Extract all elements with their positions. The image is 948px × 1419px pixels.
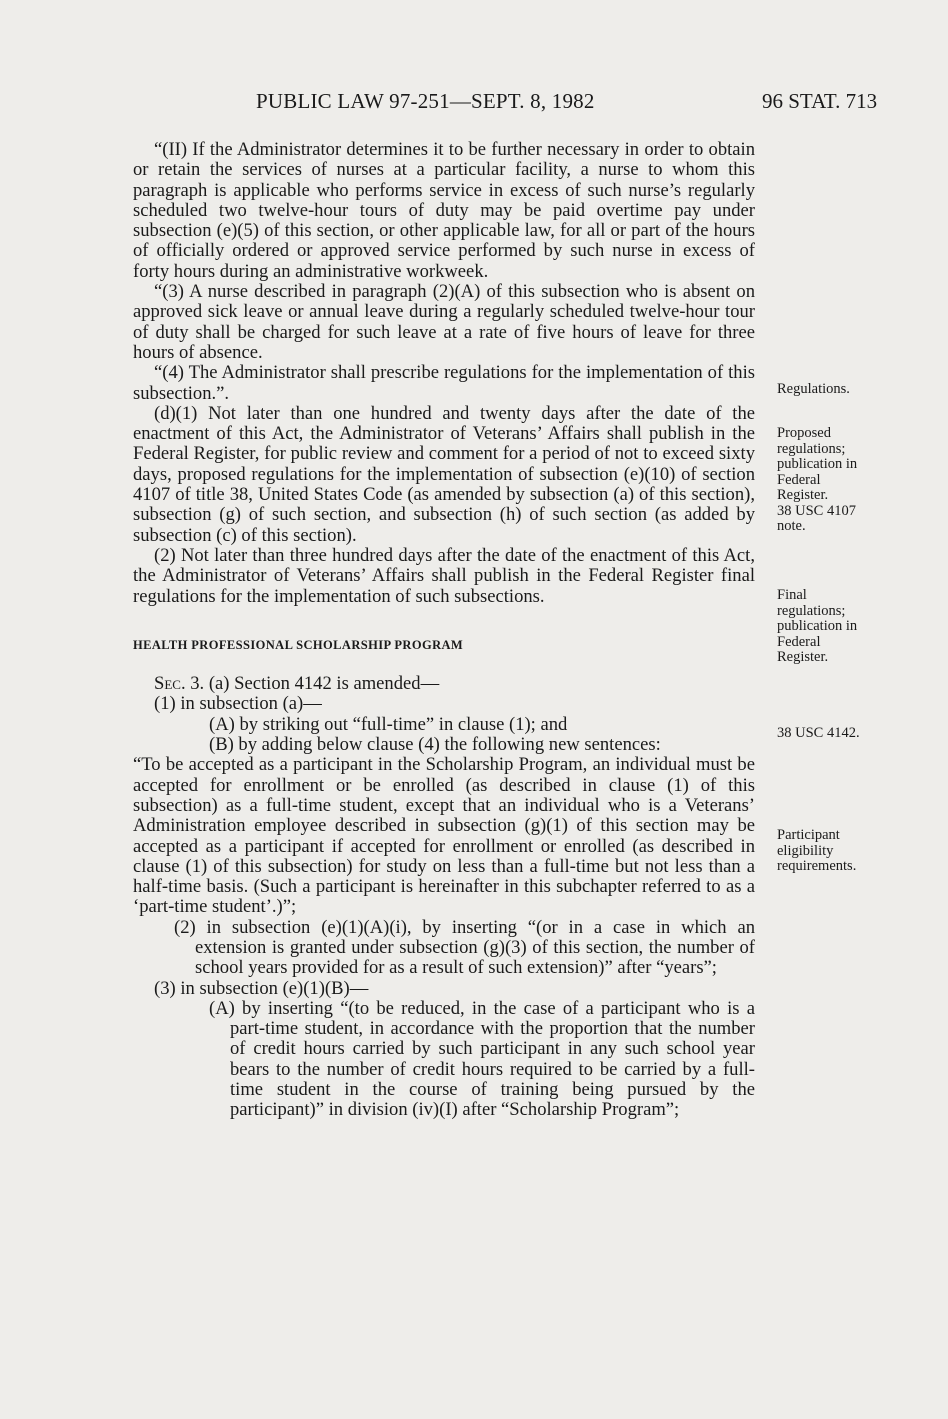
- paragraph-4: “(4) The Administrator shall prescribe regulations for the implementation of this subsection.”.: [133, 362, 755, 404]
- page-header-title: PUBLIC LAW 97-251—SEPT. 8, 1982: [256, 89, 595, 113]
- section-heading: HEALTH PROFESSIONAL SCHOLARSHIP PROGRAM: [133, 637, 464, 652]
- section-3-intro: [133, 674, 755, 694]
- page-header-stat: 96 STAT. 713: [762, 89, 878, 113]
- margin-note-regulations: Regulations.: [777, 381, 850, 397]
- paragraph-d1: (d)(1) Not later than one hundred and twenty days after the date of the enactment of this Act, the Administrator of Veterans’ Affairs shall publish in the Federal Register, for public review and comment for a period of not to exceed sixty days, proposed regulations for the implementation of subsection (e)(10) of section 4107 of title 38, United States Code (as amended by subsection (a) of this section), subsection (g) of such section, and subsection (h) of such section (as added by subsection (c) of this section).: [133, 402, 755, 546]
- body-text: [133, 140, 755, 1121]
- margin-note-final: Final regulations; publication in Federal Register.: [777, 587, 858, 665]
- margin-note-proposed: Proposed regulations; publication in Federal Register. 38 USC 4107 note.: [777, 425, 858, 534]
- clause-1b: (B) by adding below clause (4) the following new sentences:: [209, 734, 661, 756]
- section-label: Sec. 3.: [154, 673, 205, 695]
- margin-note-usc-4142: 38 USC 4142.: [777, 725, 860, 741]
- clause-1a: (A) by striking out “full-time” in clause (1); and: [209, 713, 568, 735]
- paragraph-d2: (2) Not later than three hundred days after the date of the enactment of this Act, the Administrator of Veterans’ Affairs shall publish in the Federal Register final regulations for the implementation of such subsections.: [133, 544, 755, 607]
- clause-1: (1) in subsection (a)—: [154, 693, 322, 715]
- clause-3: (3) in subsection (e)(1)(B)—: [154, 977, 369, 999]
- clause-3a: (A) by inserting “(to be reduced, in the case of a participant who is a part-time student, in accordance with the proportion that the number of credit hours carried by such participant in any such school year bears to the number of credit hours required to be carried by a full-time student in the course of training being pursued by the participant)” in division (iv)(I) after “Scholarship Program”;: [209, 997, 755, 1121]
- paragraph-3: “(3) A nurse described in paragraph (2)(A) of this subsection who is absent on approved sick leave or annual leave during a regularly scheduled twelve-hour tour of duty shall be charged for such leave at a rate of five hours of leave for three hours of absence.: [133, 281, 755, 363]
- paragraph-ii: “(II) If the Administrator determines it to be further necessary in order to obtain or retain the services of nurses at a particular facility, a nurse to whom this paragraph is applicable who performs service in excess of such nurse’s regularly scheduled two twelve-hour tours of duty may be paid overtime pay under subsection (e)(5) of this section, or other applicable law, for all or part of the hours of officially ordered or approved service performed by such nurse in excess of forty hours during an administrative workweek.: [133, 139, 755, 282]
- quoted-sentences: “To be accepted as a participant in the Scholarship Program, an individual must be accepted for enrollment or be enrolled (as described in clause (1) of this subsection) as a full-time student, except that an individual who is a Veterans’ Administration employee described in subsection (g)(1) of this section may be accepted as a participant if accepted for enrollment or enrolled (as described in clause (1) of this subsection) for study on less than a full-time but not less than a half-time basis. (Such a participant is hereinafter in this subchapter referred to as a ‘part-time student’.)”;: [133, 754, 755, 918]
- section-text: (a) Section 4142 is amended—: [208, 673, 440, 695]
- margin-note-participant: Participant eligibility requirements.: [777, 827, 857, 874]
- clause-2: (2) in subsection (e)(1)(A)(i), by inserting “(or in a case in which an extension is granted under subsection (g)(3) of this section, the number of school years provided for as a result of such extension)” after “years”;: [174, 916, 755, 979]
